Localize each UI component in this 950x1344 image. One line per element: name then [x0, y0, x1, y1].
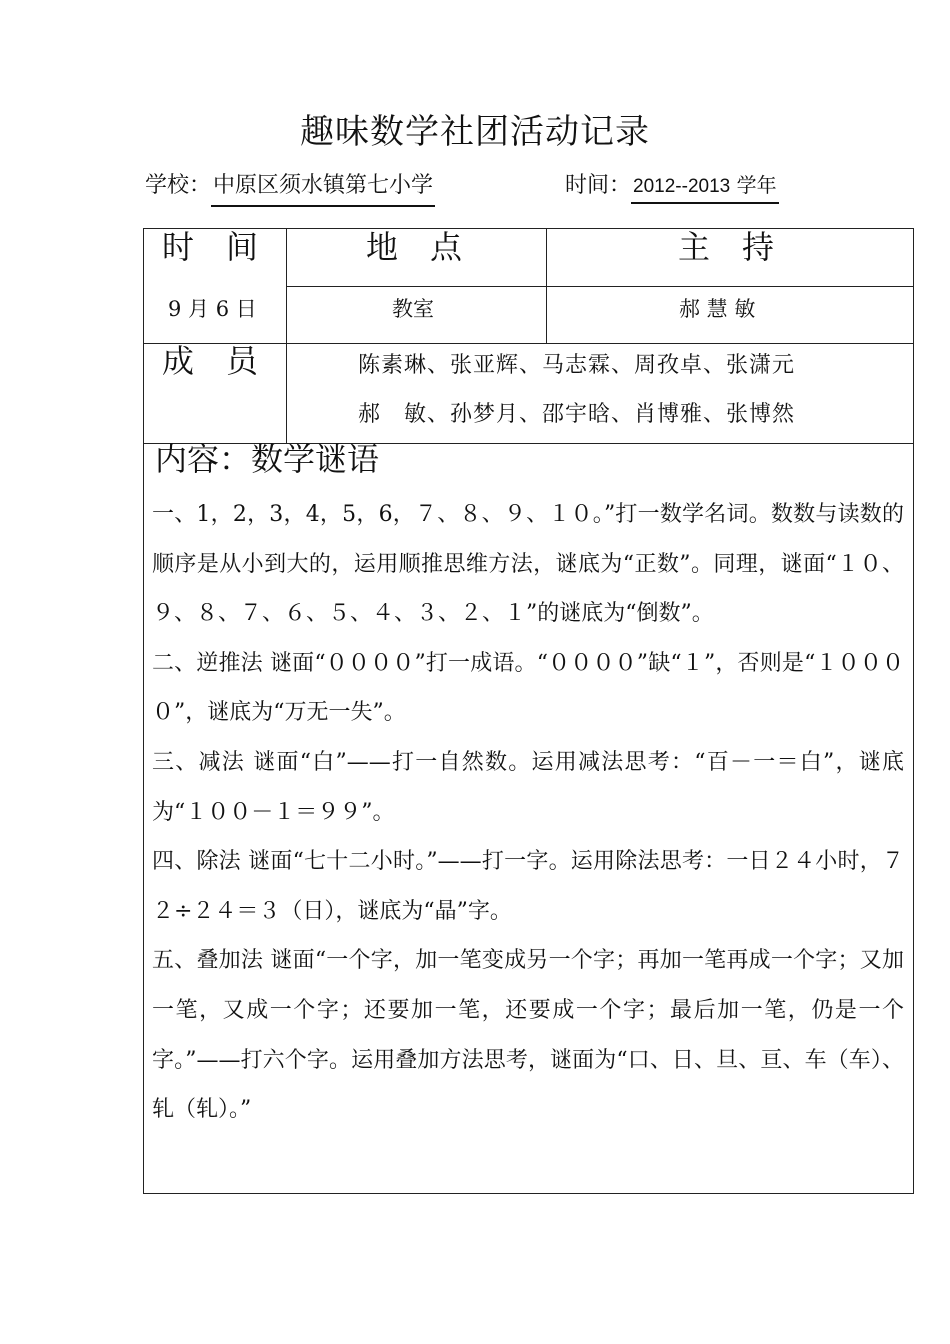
cell-place: 教室: [392, 297, 434, 321]
riddle-paragraph: 四、除法 谜面“七十二小时。”——打一字。运用除法思考：一日２４小时，７２÷２４＝３（日），谜底为“晶”字。: [152, 849, 904, 924]
members-label: 成 员: [162, 342, 259, 380]
header-place: 地 点: [366, 228, 463, 266]
content-body: [152, 490, 904, 1135]
riddle-paragraph: 一、1，2，3，4，5，6，７、８、９、１０。”打一数学名词。数数与读数的顺序是从小到大的，运用顺推思维方法，谜底为“正数”。同理，谜面“１０、９、８、７、６、５、４、３、２、１”的谜底为“倒数”。: [152, 502, 904, 627]
header-host: 主 持: [678, 228, 775, 266]
school-field: [145, 168, 435, 207]
time-label: 时间：: [565, 173, 632, 198]
page-title: 趣味数学社团活动记录: [300, 112, 650, 152]
time-value: 2012--2013: [633, 176, 731, 197]
header-time: 时 间: [162, 228, 259, 266]
school-value: 中原区须水镇第七小学: [211, 168, 435, 207]
cell-host: 郝 慧 敏: [679, 297, 756, 321]
grid-line: [143, 343, 914, 344]
school-label: 学校：: [145, 173, 212, 198]
grid-line: [286, 286, 914, 287]
grid-line: [546, 228, 547, 343]
time-suffix: 学年: [730, 173, 777, 197]
members-line-2: 郝 敏、孙梦月、邵宇晗、肖博雅、张博然: [358, 402, 796, 427]
riddle-paragraph: 二、逆推法 谜面“００００”打一成语。“００００”缺“１”，否则是“１００００”，谜底为“万无一失”。: [152, 650, 904, 726]
cell-date: 9 月 6 日: [168, 297, 257, 321]
riddle-paragraph: 三、减法 谜面“白”——打一自然数。运用减法思考：“百－一＝白”，谜底为“１００－１＝９９”。: [152, 749, 904, 825]
time-value-underline: [631, 169, 779, 204]
members-line-1: 陈素琳、张亚辉、马志霖、周孜卓、张潇元: [358, 353, 796, 378]
content-title: 内容：数学谜语: [155, 440, 380, 478]
time-field: [565, 168, 779, 204]
riddle-paragraph: 五、叠加法 谜面“一个字，加一笔变成另一个字；再加一笔再成一个字；又加一笔，又成一个字；还要加一笔，还要成一个字；最后加一笔，仍是一个字。”——打六个字。运用叠加方法思考，谜面为“口、日、旦、亘、车（车）、轧（轧）。”: [152, 948, 904, 1123]
grid-line: [286, 228, 287, 443]
